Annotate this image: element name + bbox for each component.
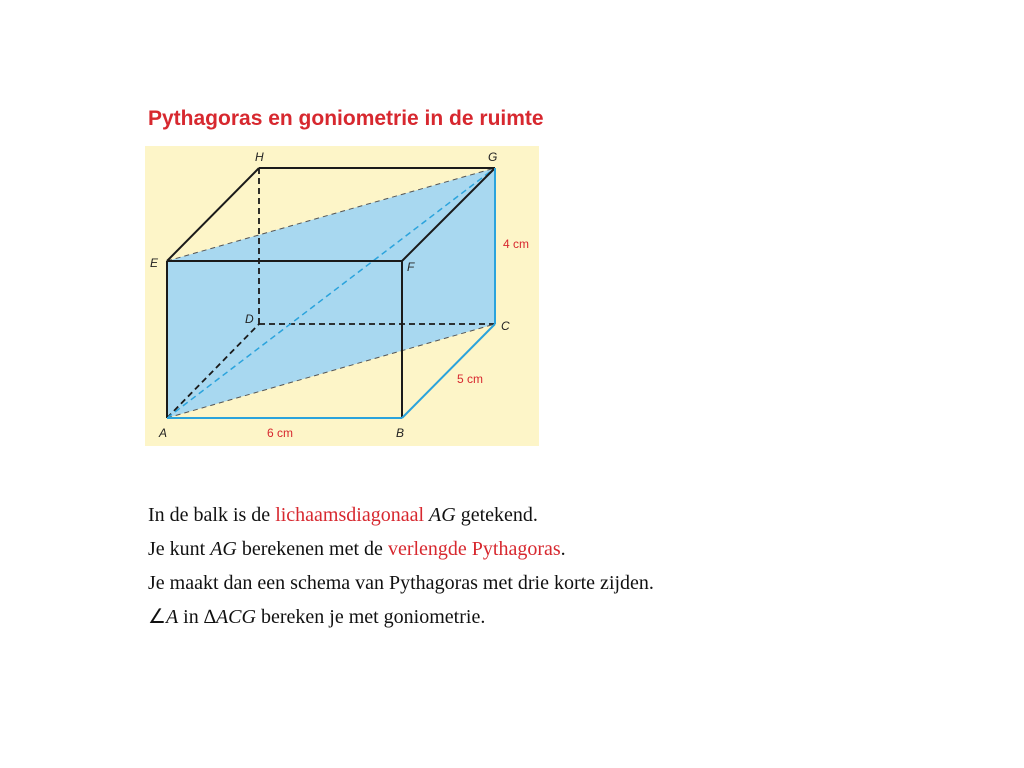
line-2-pre: Je kunt xyxy=(148,538,211,560)
measure-ab: 6 cm xyxy=(267,426,294,440)
cuboid-figure xyxy=(145,146,539,446)
line-4-post: bereken je met goniometrie. xyxy=(255,606,486,628)
vertex-label-e: E xyxy=(150,256,159,270)
line-4-mid: in xyxy=(178,606,204,628)
line-1-post: getekend. xyxy=(455,504,538,526)
cuboid-diagram xyxy=(145,146,539,446)
symbol-ag: AG xyxy=(429,504,456,526)
measure-bc: 5 cm xyxy=(457,372,484,386)
vertex-label-g: G xyxy=(488,150,498,164)
text-line-1 xyxy=(148,498,654,532)
line-2-post: . xyxy=(560,538,566,560)
vertex-label-a: A xyxy=(159,426,168,440)
vertex-label-f: F xyxy=(407,260,415,274)
triangle-symbol: ∆ xyxy=(203,606,216,628)
text-line-4 xyxy=(148,600,654,634)
page-title: Pythagoras en goniometrie in de ruimte xyxy=(148,107,544,130)
angle-symbol: ∠ xyxy=(148,606,166,628)
symbol-ag: AG xyxy=(210,538,237,560)
symbol-a: A xyxy=(165,606,179,628)
vertex-label-b: B xyxy=(396,426,405,440)
vertex-label-c: C xyxy=(501,319,510,333)
text-line-3: Je maakt dan een schema van Pythagoras met drie korte zijden. xyxy=(148,572,654,594)
term-verlengde-pythagoras: verlengde Pythagoras xyxy=(387,538,561,560)
measure-cg: 4 cm xyxy=(503,237,530,251)
line-2-mid: berekenen met de xyxy=(236,538,388,560)
term-lichaamsdiagonaal: lichaamsdiagonaal xyxy=(275,504,425,526)
text-line-2 xyxy=(148,532,654,566)
explanation-text xyxy=(148,498,654,634)
vertex-label-h: H xyxy=(255,150,264,164)
line-1-pre: In de balk is de xyxy=(148,504,276,526)
vertex-label-d: D xyxy=(245,312,254,326)
symbol-acg: ACG xyxy=(215,606,256,628)
